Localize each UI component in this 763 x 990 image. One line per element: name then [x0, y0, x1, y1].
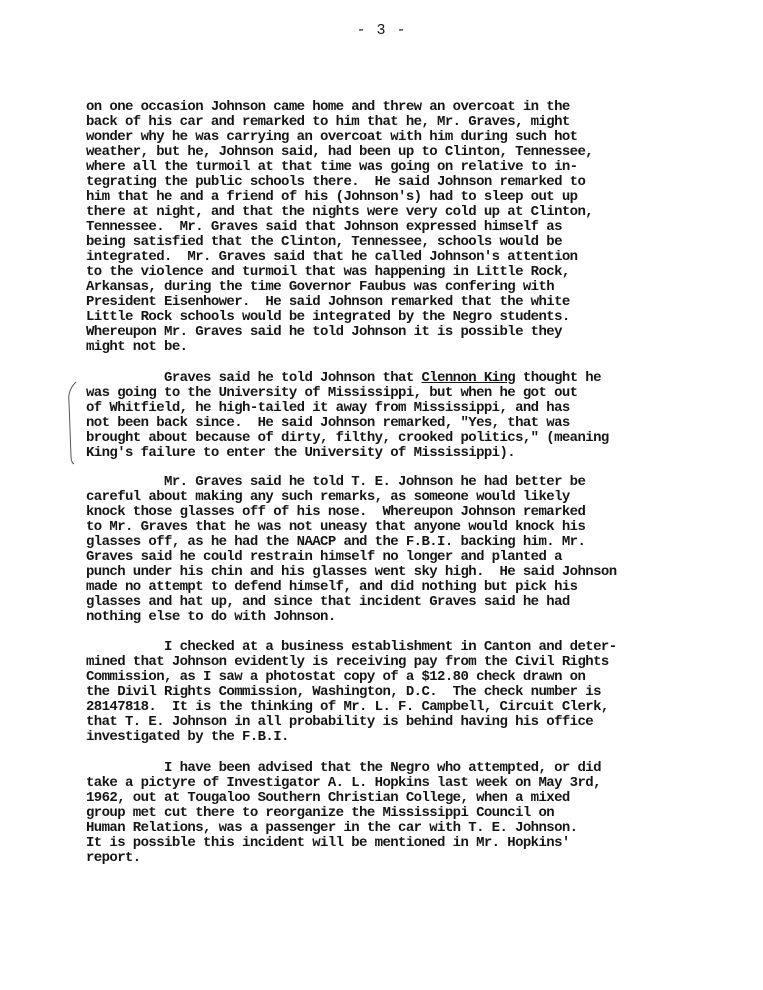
text-line: back of his car and remarked to him that he, Mr. Graves, might	[86, 114, 570, 130]
text-line: weather, but he, Johnson said, had been up to Clinton, Tennessee,	[86, 144, 594, 160]
text-line: I checked at a business establishment in Canton and deter-	[86, 639, 617, 655]
text-line: punch under his chin and his glasses went sky high. He said Johnson	[86, 564, 617, 580]
paragraph-4	[86, 640, 706, 745]
text-line: made no attempt to defend himself, and did nothing but pick his	[86, 579, 578, 595]
text-line: Tennessee. Mr. Graves said that Johnson expressed himself as	[86, 219, 562, 235]
text-line: Human Relations, was a passenger in the car with T. E. Johnson.	[86, 820, 578, 836]
text-line: on one occasion Johnson came home and threw an overcoat in the	[86, 99, 570, 115]
text-line: being satisfied that the Clinton, Tennessee, schools would be	[86, 234, 562, 250]
paragraph-1	[86, 100, 706, 355]
text-line: careful about making any such remarks, as someone would likely	[86, 489, 570, 505]
text-line: to the violence and turmoil that was happening in Little Rock,	[86, 264, 570, 280]
text-line: President Eisenhower. He said Johnson remarked that the white	[86, 294, 570, 310]
text-line: where all the turmoil at that time was going on relative to in-	[86, 159, 578, 175]
text-line: might not be.	[86, 339, 188, 355]
text-line: integrated. Mr. Graves said that he called Johnson's attention	[86, 249, 578, 265]
text-fragment: thought he	[515, 370, 601, 386]
text-line: take a pictyre of Investigator A. L. Hopkins last week on May 3rd,	[86, 775, 601, 791]
paragraph-3	[86, 475, 706, 625]
paragraph-2	[86, 371, 706, 461]
text-line: 1962, out at Tougaloo Southern Christian College, when a mixed	[86, 790, 570, 806]
text-line: I have been advised that the Negro who attempted, or did	[86, 760, 601, 776]
text-line: him that he and a friend of his (Johnson's) had to sleep out up	[86, 189, 578, 205]
text-line: group met cut there to reorganize the Mississippi Council on	[86, 805, 555, 821]
margin-bracket-mark	[62, 380, 82, 465]
text-fragment: Graves said he told Johnson that	[86, 370, 422, 386]
text-line: the Divil Rights Commission, Washington, D.C. The check number is	[86, 684, 601, 700]
text-line: not been back since. He said Johnson remarked, "Yes, that was	[86, 415, 570, 431]
text-line: It is possible this incident will be mentioned in Mr. Hopkins'	[86, 835, 570, 851]
text-line: Graves said he could restrain himself no longer and planted a	[86, 549, 562, 565]
text-line: was going to the University of Mississippi, but when he got out	[86, 385, 578, 401]
text-line	[86, 371, 706, 386]
text-line: glasses and hat up, and since that incident Graves said he had	[86, 594, 570, 610]
text-line: Commission, as I saw a photostat copy of a $12.80 check drawn on	[86, 669, 586, 685]
text-line: Arkansas, during the time Governor Faubus was confering with	[86, 279, 555, 295]
text-line: report.	[86, 850, 141, 866]
text-line: mined that Johnson evidently is receiving pay from the Civil Rights	[86, 654, 609, 670]
text-line: Little Rock schools would be integrated by the Negro students.	[86, 309, 570, 325]
text-line: tegrating the public schools there. He said Johnson remarked to	[86, 174, 586, 190]
text-line: wonder why he was carrying an overcoat with him during such hot	[86, 129, 578, 145]
text-line: brought about because of dirty, filthy, crooked politics," (meaning	[86, 430, 609, 446]
text-line: there at night, and that the nights were very cold up at Clinton,	[86, 204, 594, 220]
text-line: Mr. Graves said he told T. E. Johnson he had better be	[86, 474, 586, 490]
text-line: knock those glasses off of his nose. Whereupon Johnson remarked	[86, 504, 586, 520]
text-line: 28147818. It is the thinking of Mr. L. F. Campbell, Circuit Clerk,	[86, 699, 609, 715]
paragraph-5	[86, 761, 706, 866]
text-line: nothing else to do with Johnson.	[86, 609, 336, 625]
underlined-name: Clennon King	[421, 370, 516, 386]
text-line: investigated by the F.B.I.	[86, 729, 289, 745]
text-line: to Mr. Graves that he was not uneasy that anyone would knock his	[86, 519, 586, 535]
text-line: Whereupon Mr. Graves said he told Johnson it is possible they	[86, 324, 562, 340]
text-line: that T. E. Johnson in all probability is behind having his office	[86, 714, 594, 730]
text-line: of Whitfield, he high-tailed it away from Mississippi, and has	[86, 400, 570, 416]
text-line: King's failure to enter the University of Mississippi).	[86, 445, 516, 461]
text-line: glasses off, as he had the NAACP and the F.B.I. backing him. Mr.	[86, 534, 586, 550]
page-number: - 3 -	[356, 22, 407, 39]
